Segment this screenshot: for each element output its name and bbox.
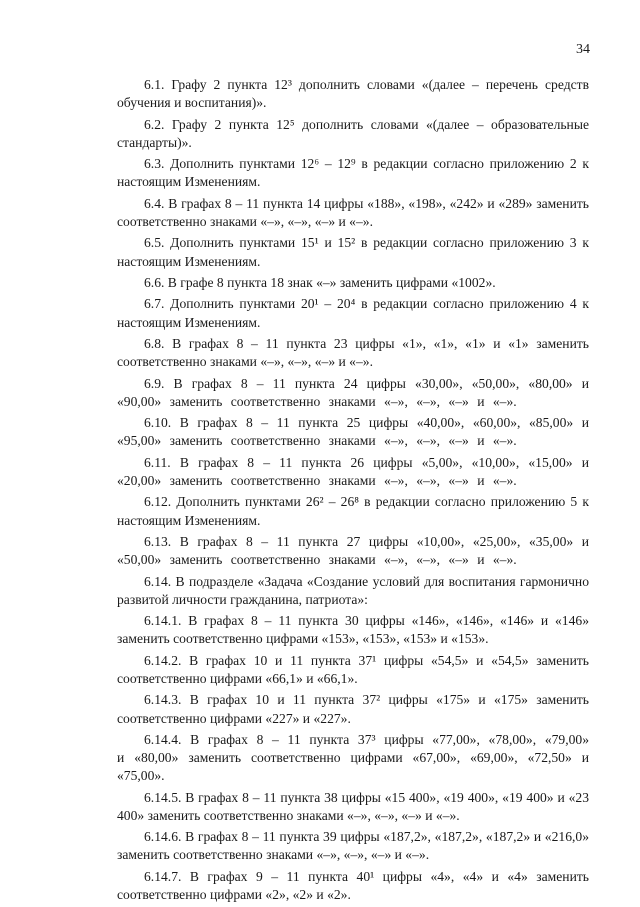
paragraph-6-14-4: 6.14.4. В графах 8 – 11 пункта 37³ цифры «77,00», «78,00», «79,00» и «80,00» заменить соответственно цифрами «67,00», «69,00», «72,50» и «75,00».	[117, 731, 589, 784]
paragraph-6-2: 6.2. Графу 2 пункта 12⁵ дополнить словами «(далее – образовательные стандарты)».	[117, 116, 589, 150]
paragraph-6-14-7: 6.14.7. В графах 9 – 11 пункта 40¹ цифры «4», «4» и «4» заменить соответственно цифрами «2», «2» и «2».	[117, 868, 589, 903]
paragraph-6-14-2: 6.14.2. В графах 10 и 11 пункта 37¹ цифры «54,5» и «54,5» заменить соответственно цифрами «66,1» и «66,1».	[117, 652, 589, 686]
paragraph-6-11: 6.11. В графах 8 – 11 пункта 26 цифры «5,00», «10,00», «15,00» и «20,00» заменить соответственно знаками «–», «–», «–» и «–».	[117, 454, 589, 488]
paragraph-6-14-3: 6.14.3. В графах 10 и 11 пункта 37² цифры «175» и «175» заменить соответственно цифрами «227» и «227».	[117, 692, 589, 726]
paragraph-6-6: 6.6. В графе 8 пункта 18 знак «–» заменить цифрами «1002».	[144, 274, 496, 290]
paragraph-6-13: 6.13. В графах 8 – 11 пункта 27 цифры «10,00», «25,00», «35,00» и «50,00» заменить соответственно знаками «–», «–», «–» и «–».	[117, 533, 589, 568]
paragraph-6-4: 6.4. В графах 8 – 11 пункта 14 цифры «188», «198», «242» и «289» заменить соответственно знаками «–», «–», «–» и «–».	[117, 195, 589, 229]
paragraph-6-3: 6.3. Дополнить пунктами 12⁶ – 12⁹ в редакции согласно приложению 2 к настоящим Изменениям.	[117, 156, 589, 190]
paragraph-6-10: 6.10. В графах 8 – 11 пункта 25 цифры «40,00», «60,00», «85,00» и «95,00» заменить соответственно знаками «–», «–», «–» и «–».	[117, 415, 589, 449]
paragraph-6-14-1: 6.14.1. В графах 8 – 11 пункта 30 цифры «146», «146», «146» и «146» заменить соответственно цифрами «153», «153», «153» и «153».	[117, 613, 589, 647]
paragraph-6-8: 6.8. В графах 8 – 11 пункта 23 цифры «1», «1», «1» и «1» заменить соответственно знаками «–», «–», «–» и «–».	[117, 335, 589, 370]
paragraph-6-14: 6.14. В подразделе «Задача «Создание условий для воспитания гармонично развитой личности гражданина, патриота»:	[117, 573, 589, 607]
paragraph-6-7: 6.7. Дополнить пунктами 20¹ – 20⁴ в редакции согласно приложению 4 к настоящим Изменениям.	[117, 296, 589, 330]
paragraph-6-14-5: 6.14.5. В графах 8 – 11 пункта 38 цифры «15 400», «19 400», «19 400» и «23 400» заменить соответственно знаками «–», «–», «–» и «–».	[117, 789, 589, 823]
paragraph-6-12: 6.12. Дополнить пунктами 26² – 26⁸ в редакции согласно приложению 5 к настоящим Изменениям.	[117, 494, 589, 528]
paragraph-6-5: 6.5. Дополнить пунктами 15¹ и 15² в редакции согласно приложению 3 к настоящим Изменениям.	[117, 235, 589, 269]
page-number: 34	[576, 42, 590, 57]
paragraph-6-14-6: 6.14.6. В графах 8 – 11 пункта 39 цифры «187,2», «187,2», «187,2» и «216,0» заменить соответственно знаками «–», «–», «–» и «–».	[117, 829, 589, 863]
document-body	[117, 76, 589, 907]
paragraph-6-9: 6.9. В графах 8 – 11 пункта 24 цифры «30,00», «50,00», «80,00» и «90,00» заменить соответственно знаками «–», «–», «–» и «–».	[117, 375, 589, 409]
paragraph-6-1: 6.1. Графу 2 пункта 12³ дополнить словами «(далее – перечень средств обучения и воспитания)».	[117, 77, 589, 111]
